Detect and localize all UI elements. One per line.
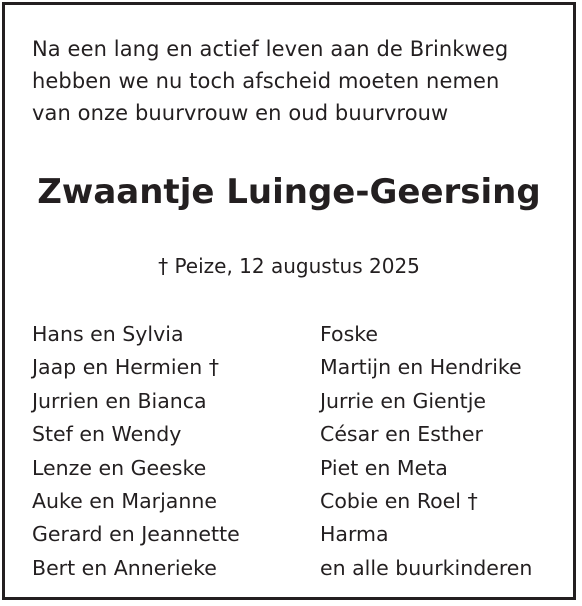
intro-line: hebben we nu toch afscheid moeten nemen xyxy=(32,69,500,93)
signatory-entry: Harma xyxy=(320,522,389,547)
signatory-entry: en alle buurkinderen xyxy=(320,555,533,580)
signatory-entry: Bert en Annerieke xyxy=(32,555,217,580)
death-notice: † Peize, 12 augustus 2025 xyxy=(158,254,420,278)
signatories-right-column xyxy=(320,318,570,585)
signatory-entry: Cobie en Roel † xyxy=(320,489,478,514)
obituary-card xyxy=(2,2,576,600)
signatory-entry: Jurrie en Gientje xyxy=(320,388,487,413)
intro-line: Na een lang en actief leven aan de Brinkweg xyxy=(32,37,509,61)
signatory-entry: Gerard en Jeannette xyxy=(32,522,240,547)
signatory-entry: Foske xyxy=(320,322,379,346)
signatory-entry: Lenze en Geeske xyxy=(32,455,207,480)
signatories-left-column xyxy=(32,318,292,585)
intro-text xyxy=(32,33,552,129)
signatory-entry: Martijn en Hendrike xyxy=(320,355,522,380)
signatory-entry: Auke en Marjanne xyxy=(32,489,217,514)
intro-line: van onze buurvrouw en oud buurvrouw xyxy=(32,101,449,125)
signatory-entry: César en Esther xyxy=(320,422,483,447)
signatory-entry: Jaap en Hermien † xyxy=(32,355,219,380)
signatory-entry: Stef en Wendy xyxy=(32,422,182,447)
deceased-name: Zwaantje Luinge-Geersing xyxy=(37,172,541,212)
signatory-entry: Hans en Sylvia xyxy=(32,322,184,346)
signatory-entry: Piet en Meta xyxy=(320,455,448,480)
signatory-entry: Jurrien en Bianca xyxy=(32,388,207,413)
